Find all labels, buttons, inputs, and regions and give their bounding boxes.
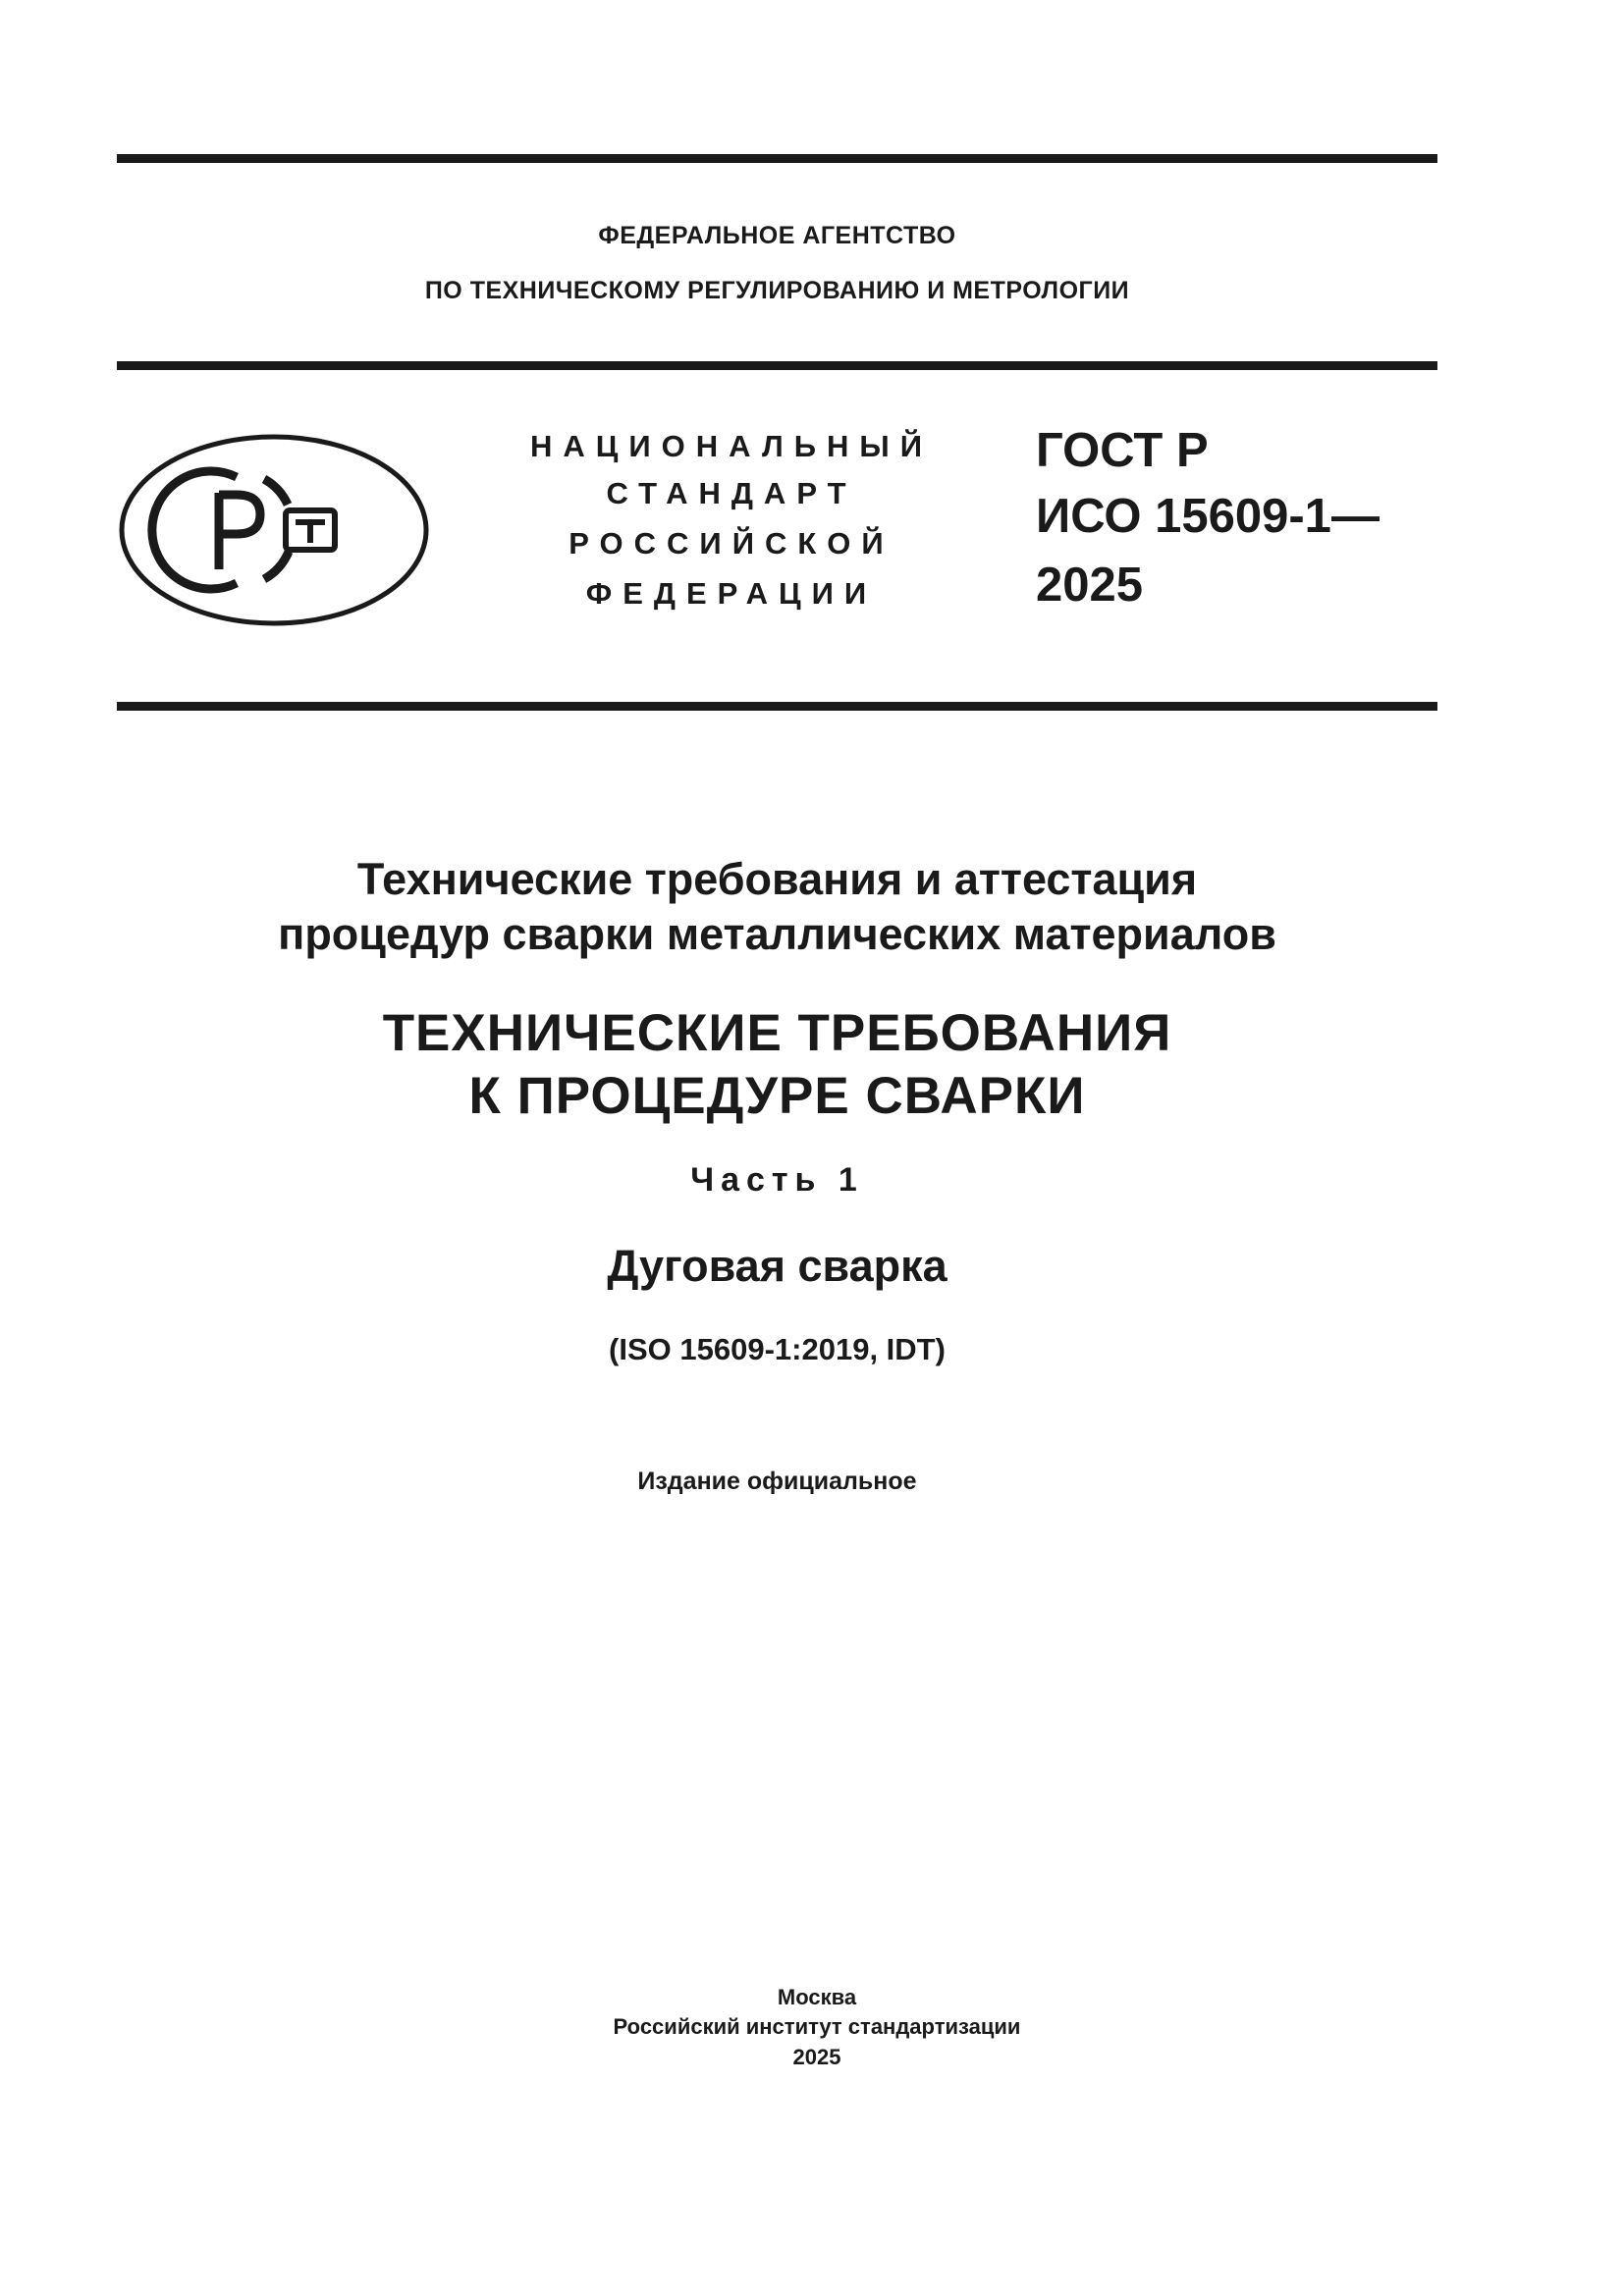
standard-designation-line-2: ИСО 15609-1—: [1036, 490, 1380, 543]
agency-name-line-2: ПО ТЕХНИЧЕСКОМУ РЕГУЛИРОВАНИЮ И МЕТРОЛОГИИ: [424, 277, 1130, 304]
standard-designation-line-1: ГОСТ Р: [1036, 424, 1209, 477]
standard-type-line-4: ФЕДЕРАЦИИ: [585, 576, 878, 611]
top-rule: [117, 154, 1437, 163]
main-title-line-1: ТЕХНИЧЕСКИЕ ТРЕБОВАНИЯ: [382, 1004, 1172, 1062]
part-number: Часть 1: [690, 1161, 864, 1199]
part-subtitle: Дуговая сварка: [607, 1241, 947, 1291]
standard-type-line-1: НАЦИОНАЛЬНЫЙ: [529, 429, 934, 463]
title-block-rule: [117, 702, 1437, 711]
standard-type-line-2: СТАНДАРТ: [606, 476, 857, 510]
main-title-line-2: К ПРОЦЕДУРЕ СВАРКИ: [468, 1067, 1086, 1125]
iso-reference: (ISO 15609-1:2019, IDT): [609, 1332, 946, 1366]
edition-note: Издание официальное: [637, 1468, 917, 1495]
header-divider-rule: [117, 361, 1437, 370]
publication-year: 2025: [792, 2045, 841, 2069]
publisher-city: Москва: [777, 1985, 857, 2009]
general-title-line-2: процедур сварки металлических материалов: [278, 909, 1276, 959]
standard-type-line-3: РОССИЙСКОЙ: [568, 526, 894, 561]
general-title-line-1: Технические требования и аттестация: [356, 854, 1198, 904]
publisher-organization: Российский институт стандартизации: [613, 2014, 1021, 2039]
agency-name-line-1: ФЕДЕРАЛЬНОЕ АГЕНТСТВО: [598, 222, 956, 249]
rst-logo-icon: [117, 432, 431, 628]
standard-designation-line-3: 2025: [1036, 559, 1144, 612]
